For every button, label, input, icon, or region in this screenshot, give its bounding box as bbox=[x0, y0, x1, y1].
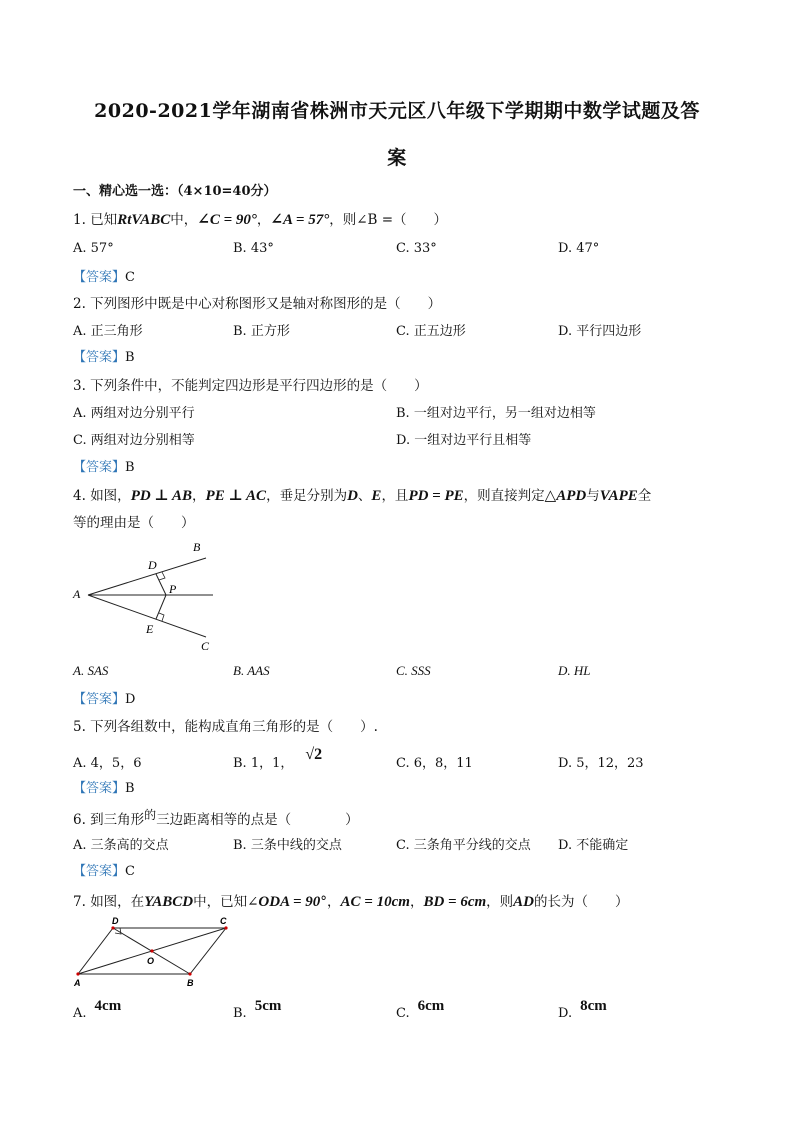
q1-answer-value: C bbox=[125, 270, 135, 285]
question-4-line2: 等的理由是（ ） bbox=[73, 515, 195, 531]
q5-answer-value: B bbox=[125, 781, 135, 796]
q4-text-with: 与 bbox=[586, 488, 600, 504]
q5-option-d: D. 5，12，23 bbox=[558, 756, 644, 771]
q7-pre: 如图，在 bbox=[90, 894, 145, 910]
q7-option-a-value: 4cm bbox=[94, 998, 122, 1014]
q7-text-then: ，则 bbox=[486, 894, 514, 910]
q4-text-judge: ，则直接判定 bbox=[463, 488, 545, 504]
label-b: B bbox=[193, 540, 201, 554]
q7-option-d-value: 8cm bbox=[580, 998, 607, 1014]
q1-option-d: D. 47° bbox=[558, 241, 600, 256]
question-6 bbox=[73, 808, 359, 828]
q1-mid2: ， bbox=[256, 212, 271, 228]
q6-answer bbox=[73, 860, 135, 879]
q3-option-c: C. 两组对边分别相等 bbox=[73, 433, 195, 448]
q4-text-and: ，且 bbox=[381, 488, 409, 504]
q3-answer bbox=[73, 456, 135, 475]
q4-text-feet: ，垂足分别为 bbox=[266, 488, 348, 504]
q7-option-c-letter: C. bbox=[396, 1006, 410, 1021]
answer-tag: 【答案】 bbox=[73, 864, 126, 879]
q1-pre: 已知 bbox=[90, 212, 118, 228]
label-d: D bbox=[112, 916, 119, 926]
segment-pe bbox=[156, 595, 166, 619]
q2-answer-value: B bbox=[125, 350, 135, 365]
q5-answer bbox=[73, 777, 135, 796]
q4-option-d: D. HL bbox=[558, 663, 591, 678]
q6-de: 的 bbox=[144, 808, 157, 822]
q4-math-ape: VAPE bbox=[599, 488, 638, 504]
right-angle-mark-d bbox=[159, 572, 165, 580]
page-title-continued: 案 bbox=[387, 147, 407, 169]
answer-tag: 【答案】 bbox=[73, 781, 126, 796]
q7-comma: ， bbox=[409, 894, 424, 910]
right-angle-mark-e bbox=[159, 613, 164, 621]
q6-post: 三边距离相等的点是（ ） bbox=[156, 812, 359, 828]
q6-option-a: A. 三条高的交点 bbox=[73, 838, 169, 853]
q7-text-length: 的长为（ ） bbox=[534, 894, 629, 910]
q7-figure bbox=[70, 914, 240, 992]
q4-figure bbox=[68, 535, 223, 655]
label-c: C bbox=[201, 639, 210, 653]
point-c bbox=[224, 926, 227, 929]
question-5: 5. 下列各组数中，能构成直角三角形的是（ ）. bbox=[73, 719, 378, 735]
answer-tag: 【答案】 bbox=[73, 350, 126, 365]
q7-deg: °， bbox=[320, 894, 341, 910]
q4-pre: 如图， bbox=[90, 488, 131, 504]
q5-option-a: A. 4，5，6 bbox=[73, 756, 142, 771]
q4-text-full: 全 bbox=[637, 488, 652, 504]
page-title: 2020-2021学年湖南省株洲市天元区八年级下学期期中数学试题及答 bbox=[94, 100, 700, 122]
label-a: A bbox=[73, 587, 81, 601]
point-o bbox=[150, 949, 153, 952]
label-c: C bbox=[220, 916, 227, 926]
q6-option-d: D. 不能确定 bbox=[558, 838, 629, 853]
q4-answer bbox=[73, 688, 135, 707]
point-d bbox=[111, 926, 114, 929]
q4-answer-value: D bbox=[125, 692, 136, 707]
q7-option-a-letter: A. bbox=[73, 1006, 87, 1021]
q2-option-b: B. 正方形 bbox=[233, 324, 290, 339]
q3-option-d: D. 一组对边平行且相等 bbox=[396, 433, 532, 448]
label-o: O bbox=[147, 956, 155, 966]
q1-mid: 中， bbox=[170, 212, 198, 228]
q7-option-b bbox=[233, 998, 282, 1022]
q4-math-d: D bbox=[347, 488, 358, 504]
q2-option-d: D. 平行四边形 bbox=[558, 324, 642, 339]
point-a bbox=[76, 972, 79, 975]
question-2: 2. 下列图形中既是中心对称图形又是轴对称图形的是（ ） bbox=[73, 296, 442, 312]
q6-answer-value: C bbox=[125, 864, 135, 879]
q7-option-d bbox=[558, 998, 607, 1022]
q4-option-a: A. SAS bbox=[73, 663, 109, 678]
point-b bbox=[188, 972, 191, 975]
question-7 bbox=[73, 890, 629, 911]
q7-text-given: 中，已知∠ bbox=[193, 894, 259, 910]
q4-comma: ， bbox=[192, 488, 206, 504]
section-heading: 一、精心选一选：（4×10=40分） bbox=[73, 184, 277, 199]
q3-option-a: A. 两组对边分别平行 bbox=[73, 406, 195, 421]
q7-option-d-letter: D. bbox=[558, 1006, 573, 1021]
q2-option-a: A. 正三角形 bbox=[73, 324, 143, 339]
q7-math-ad: AD bbox=[513, 894, 534, 910]
ray-ab bbox=[88, 558, 206, 595]
question-4 bbox=[73, 484, 651, 505]
q3-option-b: B. 一组对边平行，另一组对边相等 bbox=[396, 406, 596, 421]
q3-answer-value: B bbox=[125, 460, 135, 475]
question-1 bbox=[73, 208, 447, 229]
q7-math-bd: BD = 6cm bbox=[423, 894, 487, 910]
q1-number: 1. bbox=[73, 212, 86, 228]
q7-option-c bbox=[396, 998, 445, 1022]
q2-answer bbox=[73, 346, 135, 365]
label-b: B bbox=[187, 978, 194, 988]
q4-math-apd: △APD bbox=[544, 488, 587, 504]
q4-sep: 、 bbox=[357, 488, 372, 504]
q7-option-a bbox=[73, 998, 122, 1022]
q1-answer bbox=[73, 266, 135, 285]
q5-option-b-text: B. 1，1， bbox=[233, 756, 294, 771]
answer-tag: 【答案】 bbox=[73, 270, 126, 285]
q5-option-c: C. 6，8，11 bbox=[396, 756, 473, 771]
q1-option-a: A. 57° bbox=[73, 241, 114, 256]
q7-math-oda: ODA = 90 bbox=[258, 894, 321, 910]
answer-tag: 【答案】 bbox=[73, 692, 126, 707]
question-3: 3. 下列条件中，不能判定四边形是平行四边形的是（ ） bbox=[73, 378, 428, 394]
label-e: E bbox=[146, 622, 154, 636]
label-a: A bbox=[74, 978, 81, 988]
q4-math-pd-pe: PD = PE bbox=[408, 488, 464, 504]
q4-number: 4. bbox=[73, 488, 86, 504]
q1-math-angle-c: ∠C = 90° bbox=[197, 212, 257, 228]
label-p: P bbox=[169, 582, 177, 596]
q7-option-b-value: 5cm bbox=[254, 998, 282, 1014]
q7-number: 7. bbox=[73, 894, 86, 910]
q2-option-c: C. 正五边形 bbox=[396, 324, 466, 339]
q7-option-b-letter: B. bbox=[233, 1006, 247, 1021]
q4-option-b: B. AAS bbox=[233, 663, 270, 678]
q6-option-b: B. 三条中线的交点 bbox=[233, 838, 342, 853]
q7-option-c-value: 6cm bbox=[417, 998, 445, 1014]
answer-tag: 【答案】 bbox=[73, 460, 126, 475]
q5-option-b bbox=[233, 746, 323, 772]
q1-option-b: B. 43° bbox=[233, 241, 274, 256]
q5-sqrt-two: √2 bbox=[305, 746, 323, 763]
q6-option-c: C. 三条角平分线的交点 bbox=[396, 838, 531, 853]
q7-math-abcd: YABCD bbox=[144, 894, 194, 910]
q4-math-e: E bbox=[371, 488, 382, 504]
q1-option-c: C. 33° bbox=[396, 241, 437, 256]
q1-math-angle-a: ∠A = 57° bbox=[270, 212, 330, 228]
q1-math-triangle: RtVABC bbox=[117, 212, 171, 228]
label-d: D bbox=[148, 558, 157, 572]
q4-option-c: C. SSS bbox=[396, 663, 431, 678]
q6-pre: 6. 到三角形 bbox=[73, 812, 145, 828]
q4-math-pd-perp: PD ⊥ AB bbox=[130, 488, 193, 504]
q7-math-ac: AC = 10cm bbox=[340, 894, 410, 910]
q1-post: ，则∠B =（ ） bbox=[329, 212, 448, 228]
q4-math-pe-perp: PE ⊥ AC bbox=[205, 488, 267, 504]
